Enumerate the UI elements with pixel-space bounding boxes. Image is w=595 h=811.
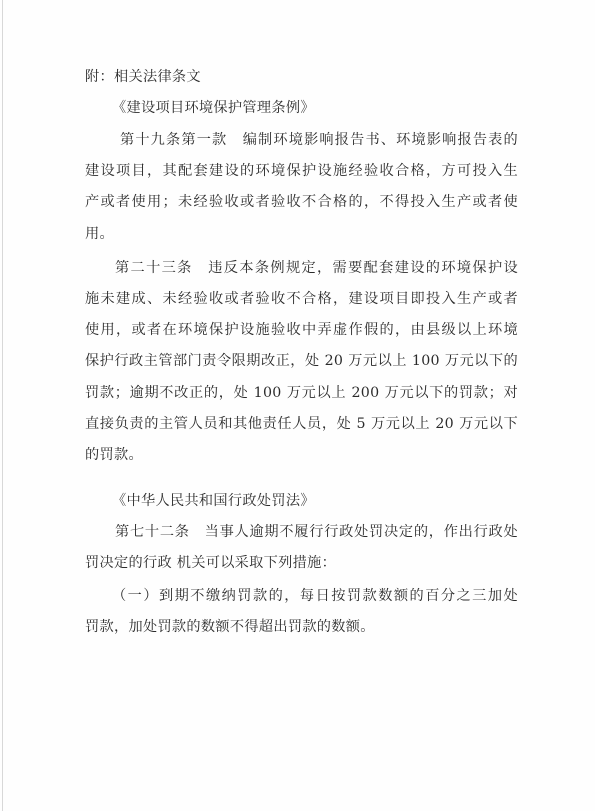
article-19-line-2: 建设项目，其配套建设的环境保护设施经验收合格，方可投入生 (85, 163, 518, 179)
article-19-line-1: 第十九条第一款 编制环境影响报告书、环境影响报告表的 (120, 132, 518, 148)
article-19-line-3: 产或者使用；未经验收或者验收不合格的，不得投入生产或者使 (85, 194, 518, 210)
measure-1-line-2: 罚款，加处罚款的数额不得超出罚款的数额。 (85, 619, 375, 635)
page-edge-rule (2, 0, 3, 811)
article-23-line-5: 罚款；逾期不改正的，处 100 万元以上 200 万元以下的罚款；对 (85, 385, 518, 401)
article-23-line-6: 直接负责的主管人员和其他责任人员，处 5 万元以上 20 万元以下 (85, 416, 518, 432)
article-72-line-2: 罚决定的行政 机关可以采取下列措施： (85, 555, 337, 571)
article-23-line-3: 使用，或者在环境保护设施验收中弄虚作假的，由县级以上环境 (85, 322, 518, 338)
measure-1-line-1: （一）到期不缴纳罚款的，每日按罚款数额的百分之三加处 (112, 588, 518, 604)
article-19-line-4: 用。 (85, 226, 114, 242)
article-72-line-1: 第七十二条 当事人逾期不履行行政处罚决定的，作出行政处 (115, 524, 518, 540)
regulation-title: 《建设项目环境保护管理条例》 (112, 100, 315, 116)
article-23-line-4: 保护行政主管部门责令限期改正，处 20 万元以上 100 万元以下的 (85, 353, 518, 369)
law-title: 《中华人民共和国行政处罚法》 (112, 493, 315, 509)
article-23-line-1: 第二十三条 违反本条例规定，需要配套建设的环境保护设 (115, 260, 518, 276)
appendix-heading: 附：相关法律条文 (85, 69, 201, 85)
article-23-line-2: 施未建成、未经验收或者验收不合格，建设项目即投入生产或者 (85, 291, 518, 307)
article-23-line-7: 的罚款。 (85, 447, 143, 463)
